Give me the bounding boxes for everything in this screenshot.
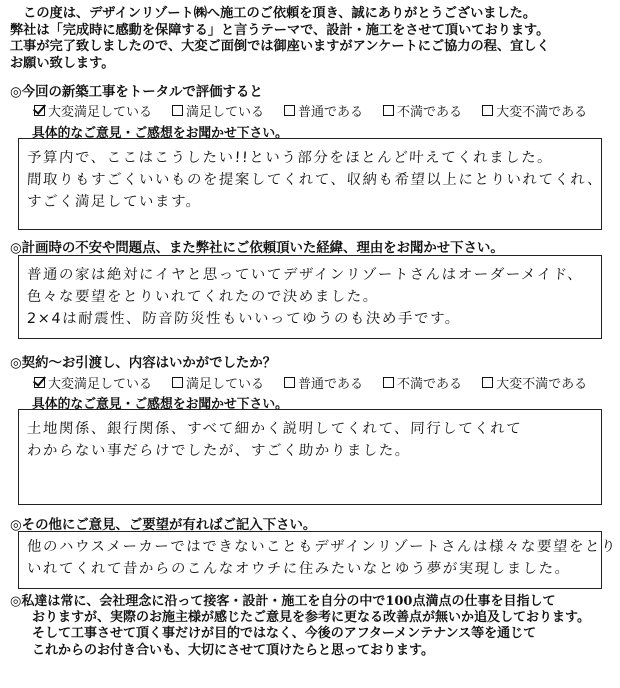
checkbox-icon[interactable] bbox=[172, 105, 183, 116]
intro-text bbox=[10, 6, 614, 72]
answer-line: 2×4は耐震性、防音防災性もいいってゆうのも決め手です。 bbox=[26, 311, 462, 327]
checkbox-icon[interactable] bbox=[482, 105, 493, 116]
answer-line: いれてくれて昔からのこんなオウチに住みたいなとゆう夢が実現しました。 bbox=[26, 561, 572, 577]
answer-line: すごく満足しています。 bbox=[26, 194, 203, 210]
q1-option-satisfied[interactable]: 満足している bbox=[172, 101, 264, 120]
q2-answer-text bbox=[19, 256, 601, 330]
q3-answer-text bbox=[19, 410, 601, 462]
closing-line: おりますが、実際のお施主様が感じたご意見を参考に更なる改善点が無いか追及しております。 bbox=[32, 610, 590, 626]
answer-line: 普通の家は絶対にイヤと思っていてデザインリゾートさんはオーダーメイド、 bbox=[26, 267, 584, 283]
closing-line: これからのお付き合いも、大切にさせて頂けたらと思っております。 bbox=[32, 642, 434, 658]
q4-answer-box bbox=[18, 531, 618, 589]
q4-answer-text bbox=[19, 532, 618, 580]
checkbox-checked-icon[interactable] bbox=[34, 377, 45, 388]
checkbox-icon[interactable] bbox=[172, 377, 183, 388]
q1-answer-box bbox=[18, 138, 602, 230]
q3-prompt: 具体的なご意見・ご感想をお聞かせ下さい。 bbox=[32, 397, 288, 412]
q4-title: ◎その他にご意見、ご要望が有ればご記入下さい。 bbox=[10, 517, 317, 533]
q3-option-neutral[interactable]: 普通である bbox=[284, 373, 363, 392]
q3-option-satisfied[interactable]: 満足している bbox=[172, 373, 264, 392]
q2-title: ◎計画時の不安や問題点、また弊社にご依頼頂いた経緯、理由をお聞かせ下さい。 bbox=[10, 240, 504, 256]
checkbox-icon[interactable] bbox=[284, 377, 295, 388]
answer-line: 土地関係、銀行関係、すべて細かく説明してくれて、同行してくれて bbox=[26, 421, 523, 437]
answer-line: 予算内で、ここはこうしたい!!という部分をほとんど叶えてくれました。 bbox=[26, 150, 554, 166]
q3-option-dissatisfied[interactable]: 不満である bbox=[383, 373, 462, 392]
checkbox-icon[interactable] bbox=[284, 105, 295, 116]
q1-prompt: 具体的なご意見・ご感想をお聞かせ下さい。 bbox=[32, 126, 288, 141]
q1-title: ◎今回の新築工事をトータルで評価すると bbox=[10, 84, 263, 100]
q3-option-very-satisfied[interactable]: 大変満足している bbox=[34, 373, 152, 392]
closing-line: そして工事させて頂く事だけが目的ではなく、今後のアフターメンテナンス等を通じて bbox=[32, 626, 537, 642]
intro-line: この度は、デザインリゾート㈱へ施工のご依頼を頂き、誠にありがとうございました。 bbox=[10, 6, 537, 21]
q3-title: ◎契約～お引渡し、内容はいかがでしたか？ bbox=[10, 355, 277, 371]
checkbox-icon[interactable] bbox=[482, 377, 493, 388]
q1-option-very-satisfied[interactable]: 大変満足している bbox=[34, 101, 152, 120]
answer-line: 間取りもすごくいいものを提案してくれて、収納も希望以上にとりいれてくれ、 bbox=[26, 172, 604, 188]
answer-line: 他のハウスメーカーではできないこともデザインリゾートさんは様々な要望をとり bbox=[26, 539, 618, 555]
intro-line: 工事が完了致しましたので、大変ご面倒では御座いますがアンケートにご協力の程、宜しく bbox=[10, 39, 550, 54]
q3-answer-box bbox=[18, 409, 602, 505]
q3-options bbox=[34, 373, 587, 392]
q3-option-very-dissatisfied[interactable]: 大変不満である bbox=[482, 373, 587, 392]
checkbox-icon[interactable] bbox=[383, 377, 394, 388]
closing-line: ◎私達は常に、会社理念に沿って接客・設計・施工を自分の中で100点満点の仕事を目指して bbox=[10, 594, 556, 609]
q1-answer-text bbox=[19, 139, 604, 213]
q1-option-neutral[interactable]: 普通である bbox=[284, 101, 363, 120]
closing-message bbox=[10, 594, 614, 659]
checkbox-checked-icon[interactable] bbox=[34, 105, 45, 116]
q1-option-dissatisfied[interactable]: 不満である bbox=[383, 101, 462, 120]
intro-line: 弊社は「完成時に感動を保障する」と言うテーマで、設計・施工をさせて頂いております。 bbox=[10, 22, 550, 38]
intro-line: お願い致します。 bbox=[10, 55, 115, 71]
answer-line: 色々な要望をとりいれてくれたので決めました。 bbox=[26, 289, 380, 305]
q2-answer-box bbox=[18, 255, 602, 339]
q1-option-very-dissatisfied[interactable]: 大変不満である bbox=[482, 101, 587, 120]
checkbox-icon[interactable] bbox=[383, 105, 394, 116]
answer-line: わからない事だらけでしたが、すごく助かりました。 bbox=[26, 443, 412, 459]
q1-options bbox=[34, 101, 587, 120]
